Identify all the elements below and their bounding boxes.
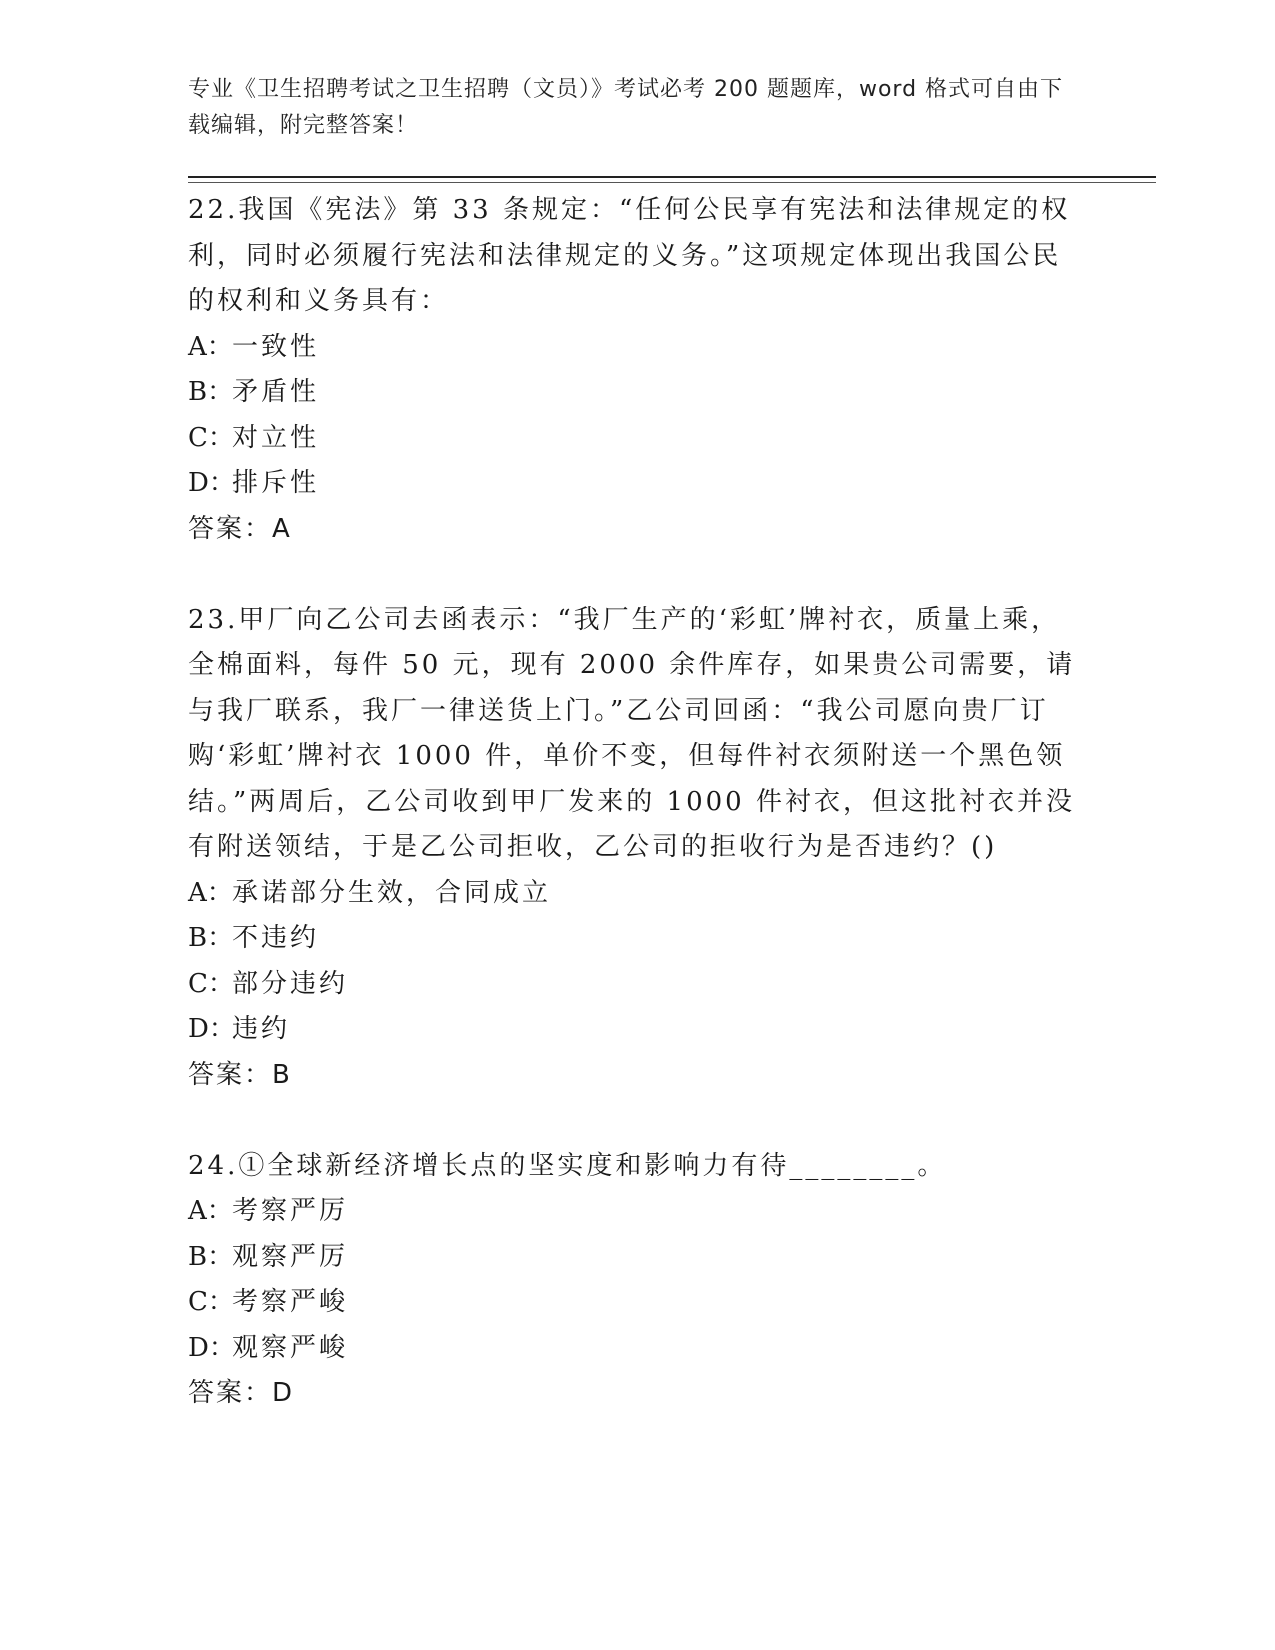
option-b (188, 1235, 1078, 1281)
question-23 (188, 598, 1078, 1099)
option-label: B： (188, 377, 234, 407)
option-text: 对立性 (232, 422, 320, 453)
question-list (188, 188, 1078, 1417)
option-d (188, 1326, 1078, 1372)
document-header: 专业《卫生招聘考试之卫生招聘（文员）》考试必考 200 题题库，word 格式可自由下载编辑，附完整答案！ (188, 77, 1064, 138)
option-label: A： (188, 877, 233, 908)
option-label: C： (188, 968, 234, 999)
option-a (188, 871, 1078, 917)
option-label: B： (188, 923, 234, 953)
question-stem: 23.甲厂向乙公司去函表示：“我厂生产的‘彩虹’牌衬衣，质量上乘，全棉面料，每件 50 元，现有 2000 余件库存，如果贵公司需要，请与我厂联系，我厂一律送货上门。”乙公司回函：“我公司愿向贵厂订购‘彩虹’牌衬衣 1000 件，单价不变，但每件衬衣须附送一个黑色领结。”两周后，乙公司收到甲厂发来的 1000 件衬衣，但这批衬衣并没有附送领结，于是乙公司拒收，乙公司的拒收行为是否违约？() (188, 604, 1076, 862)
option-label: B： (188, 1241, 234, 1272)
option-text: 一致性 (232, 331, 320, 362)
question-22 (188, 188, 1078, 552)
option-text: 考察严峻 (232, 1287, 349, 1317)
option-a (188, 1189, 1078, 1235)
option-text: 观察严厉 (232, 1241, 349, 1272)
question-spacer (188, 1098, 1078, 1144)
option-label: A： (188, 331, 233, 362)
answer-line: 答案：B (188, 1059, 292, 1090)
option-label: C： (188, 1287, 234, 1317)
header-divider-thin (188, 182, 1156, 183)
question-stem: 22.我国《宪法》第 33 条规定：“任何公民享有宪法和法律规定的权利，同时必须履行宪法和法律规定的义务。”这项规定体现出我国公民的权利和义务具有： (188, 195, 1071, 316)
option-text: 承诺部分生效，合同成立 (232, 877, 552, 908)
option-text: 不违约 (232, 923, 320, 953)
option-text: 观察严峻 (232, 1332, 349, 1363)
option-d (188, 1007, 1078, 1053)
option-text: 部分违约 (232, 968, 349, 999)
answer-line: 答案：A (188, 513, 292, 544)
option-label: D： (188, 468, 235, 498)
option-text: 矛盾性 (232, 377, 320, 407)
option-label: C： (188, 422, 234, 453)
question-spacer (188, 552, 1078, 598)
option-c (188, 962, 1078, 1008)
option-b (188, 916, 1078, 962)
option-c (188, 416, 1078, 462)
option-label: A： (188, 1196, 233, 1226)
option-text: 违约 (232, 1014, 291, 1044)
option-d (188, 461, 1078, 507)
question-24 (188, 1144, 1078, 1417)
option-a (188, 325, 1078, 371)
header-divider (188, 176, 1156, 178)
option-c (188, 1280, 1078, 1326)
option-label: D： (188, 1332, 235, 1363)
option-text: 考察严厉 (232, 1196, 349, 1226)
answer-line: 答案：D (188, 1378, 295, 1408)
option-b (188, 370, 1078, 416)
question-stem: 24.①全球新经济增长点的坚实度和影响力有待________。 (188, 1150, 947, 1181)
option-label: D： (188, 1014, 235, 1044)
option-text: 排斥性 (232, 468, 320, 498)
